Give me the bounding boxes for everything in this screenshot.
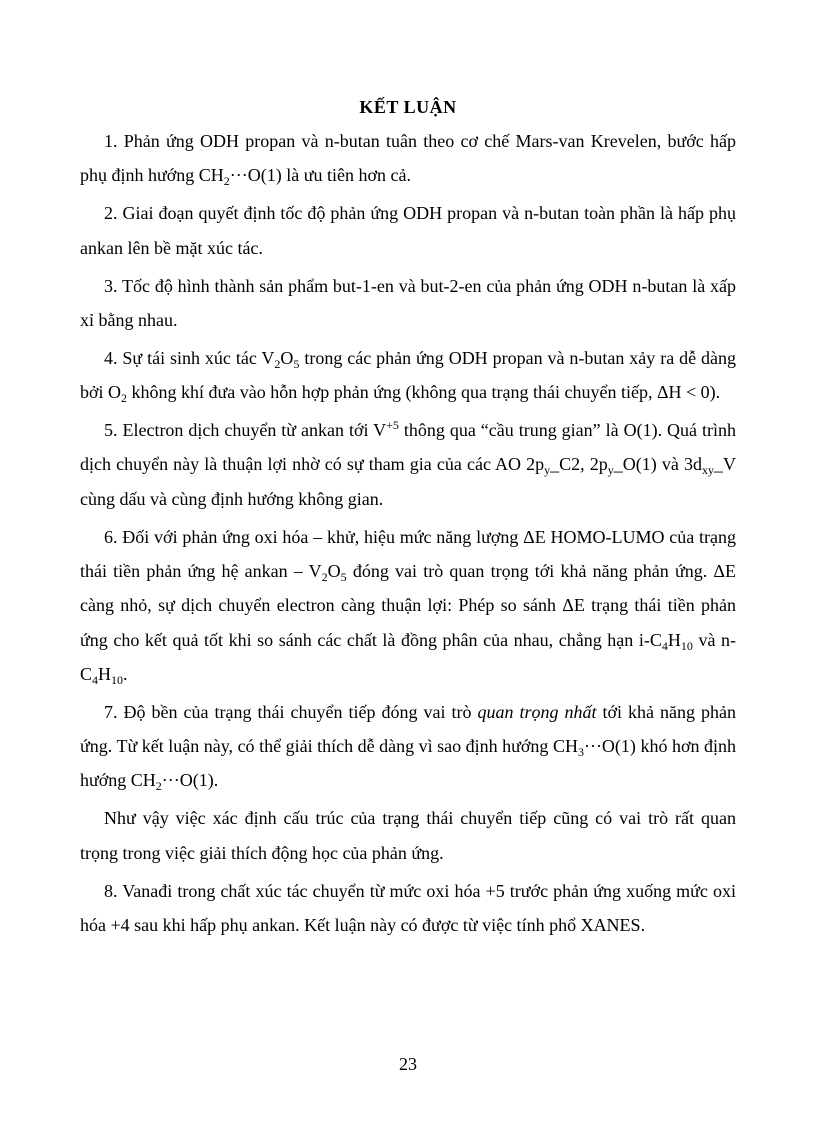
subscript: xy [702,463,714,478]
subscript: 10 [111,672,124,687]
text: thông qua “cầu trung gian” là O(1). Quá trình dịch chuyển này là thuận lợi nhờ có sự tham gia của các AO 2p [80,420,736,475]
subscript: 4 [92,672,99,687]
conclusion-item-5 [80,413,736,516]
text: 6. Đối với phản ứng oxi hóa – khử, hiệu mức năng lượng ΔE HOMO-LUMO của trạng thái tiền phản ứng hệ ankan – V [80,526,736,581]
subscript: y [544,463,551,478]
conclusion-item-7 [80,695,736,798]
text: ···O(1) khó hơn định hướng CH [80,736,736,791]
conclusion-body [80,124,736,946]
text: tới khả năng phản ứng. Từ kết luận này, có thể giải thích dễ dàng vì sao định hướng CH [80,701,736,757]
text: _V cùng dấu và cùng định hướng không gian. [80,454,736,509]
conclusion-item-4 [80,341,736,410]
text: Như vậy việc xác định cấu trúc của trạng thái chuyển tiếp cũng có vai trò rất quan trọng trong việc giải thích động học của phản ứng. [80,808,736,863]
text: 1. Phản ứng ODH propan và n-butan tuân theo cơ chế Mars-van Krevelen, bước hấp phụ định hướng CH [80,131,736,186]
text: 5. Electron dịch chuyển từ ankan tới V [104,420,387,441]
text: ···O(1) là ưu tiên hơn cả. [229,165,411,186]
subscript: 5 [293,356,300,371]
emphasis: quan trọng nhất [477,701,597,722]
text: 4. Sự tái sinh xúc tác V [104,347,275,368]
page-title: KẾT LUẬN [359,97,457,117]
text: . [123,663,128,684]
subscript: 2 [274,356,281,371]
text: 2. Giai đoạn quyết định tốc độ phản ứng ODH propan và n-butan toàn phần là hấp phụ ankan lên bề mặt xúc tác. [80,203,736,258]
conclusion-item-1 [80,124,736,193]
text: O [327,561,341,581]
text: _O(1) và 3d [613,454,702,475]
conclusion-note [80,801,736,870]
text: H [667,629,681,650]
conclusion-item-2 [80,196,736,265]
text: H [98,663,112,684]
text: 8. Vanađi trong chất xúc tác chuyển từ mức oxi hóa +5 trước phản ứng xuống mức oxi hóa +4 sau khi hấp phụ ankan. Kết luận này có được từ việc tính phổ XANES. [80,880,736,936]
conclusion-item-6 [80,520,736,691]
text: 7. Độ bền của trạng thái chuyển tiếp đóng vai trò [104,701,478,722]
subscript: 5 [340,570,347,584]
subscript: 2 [155,779,162,794]
subscript: y [607,463,614,478]
text: O [280,347,294,368]
text: _C2, 2p [550,454,608,475]
text: không khí đưa vào hỗn hợp phản ứng (không qua trạng thái chuyển tiếp, ΔH < 0). [127,382,721,403]
text: trong các phản ứng ODH propan và n-butan xảy ra dễ dàng bởi O [80,347,736,403]
subscript: 4 [661,638,668,653]
page-number: 23 [399,1054,417,1074]
subscript: 2 [321,570,328,584]
subscript: 2 [223,174,230,189]
superscript: +5 [386,418,399,433]
subscript: 10 [680,638,693,653]
text: đóng vai trò quan trọng tới khả năng phản ứng. ΔE càng nhỏ, sự dịch chuyển electron càng thuận lợi: Phép so sánh ΔE trạng thái tiền phản ứng cho kết quả tốt khi so sánh các chất là đồng phân của nhau, chẳng hạn i-C [80,561,736,650]
conclusion-item-8 [80,874,736,943]
text: và n-C [80,629,737,684]
subscript: 3 [577,745,584,760]
text: 3. Tốc độ hình thành sản phẩm but-1-en và but-2-en của phản ứng ODH n-butan là xấp xỉ bằng nhau. [80,275,736,330]
subscript: 2 [121,391,128,406]
text: ···O(1). [161,770,219,791]
conclusion-item-3 [80,269,736,338]
